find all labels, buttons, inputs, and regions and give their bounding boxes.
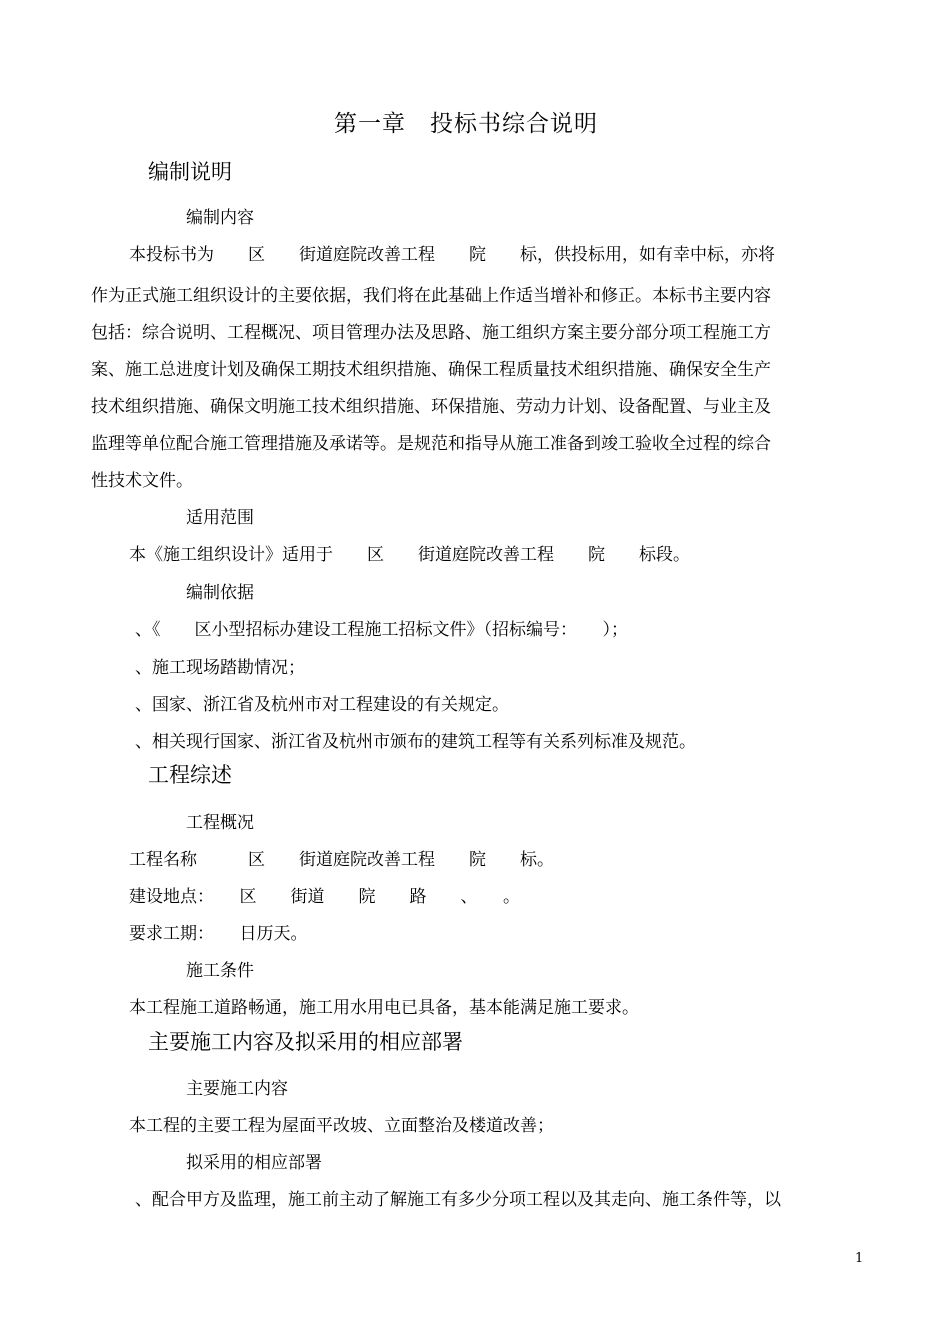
paragraph-line: 本工程施工道路畅通，施工用水用电已具备，基本能满足施工要求。 xyxy=(129,998,639,1018)
page-number: 1 xyxy=(855,1251,864,1266)
paragraph-line: 本《施工组织设计》适用于 区 街道庭院改善工程 院 标段。 xyxy=(129,545,690,565)
paragraph-line: 本工程的主要工程为屋面平改坡、立面整治及楼道改善； xyxy=(129,1116,554,1136)
list-item: 、相关现行国家、浙江省及杭州市颁布的建筑工程等有关系列标准及规范。 xyxy=(135,732,696,752)
subsection-heading-compile-content: 编制内容 xyxy=(186,208,254,228)
paragraph-line: 监理等单位配合施工管理措施及承诺等。是规范和指导从施工准备到竣工验收全过程的综合 xyxy=(91,434,771,454)
subsection-heading-deployment: 拟采用的相应部署 xyxy=(186,1153,322,1173)
section-heading-overview: 工程综述 xyxy=(148,763,232,787)
paragraph-line: 本投标书为 区 街道庭院改善工程 院 标，供投标用，如有幸中标，亦将 xyxy=(129,245,775,265)
subsection-heading-main-content: 主要施工内容 xyxy=(186,1079,288,1099)
subsection-heading-project-overview: 工程概况 xyxy=(186,813,254,833)
info-line: 工程名称 区 街道庭院改善工程 院 标。 xyxy=(129,850,554,870)
info-line: 建设地点： 区 街道 院 路 、 。 xyxy=(129,887,520,907)
subsection-heading-scope: 适用范围 xyxy=(186,508,254,528)
info-line: 要求工期： 日历天。 xyxy=(129,924,308,944)
paragraph-line: 包括：综合说明、工程概况、项目管理办法及思路、施工组织方案主要分部分项工程施工方 xyxy=(91,323,771,343)
section-heading-compile-notes: 编制说明 xyxy=(148,160,232,184)
chapter-title: 第一章 投标书综合说明 xyxy=(334,111,598,137)
subsection-heading-conditions: 施工条件 xyxy=(186,961,254,981)
list-item: 、施工现场踏勘情况； xyxy=(135,658,305,678)
section-heading-main-work: 主要施工内容及拟采用的相应部署 xyxy=(148,1030,463,1054)
paragraph-line: 技术组织措施、确保文明施工技术组织措施、环保措施、劳动力计划、设备配置、与业主及 xyxy=(91,397,771,417)
paragraph-line: 作为正式施工组织设计的主要依据，我们将在此基础上作适当增补和修正。本标书主要内容 xyxy=(91,286,771,306)
list-item: 、国家、浙江省及杭州市对工程建设的有关规定。 xyxy=(135,695,509,715)
list-item: 、《 区小型招标办建设工程施工招标文件》（招标编号： ）； xyxy=(135,620,628,640)
paragraph-line: 性技术文件。 xyxy=(91,471,193,491)
subsection-heading-basis: 编制依据 xyxy=(186,583,254,603)
paragraph-line: 案、施工总进度计划及确保工期技术组织措施、确保工程质量技术组织措施、确保安全生产 xyxy=(91,360,771,380)
list-item: 、配合甲方及监理，施工前主动了解施工有多少分项工程以及其走向、施工条件等，以 xyxy=(135,1190,781,1210)
